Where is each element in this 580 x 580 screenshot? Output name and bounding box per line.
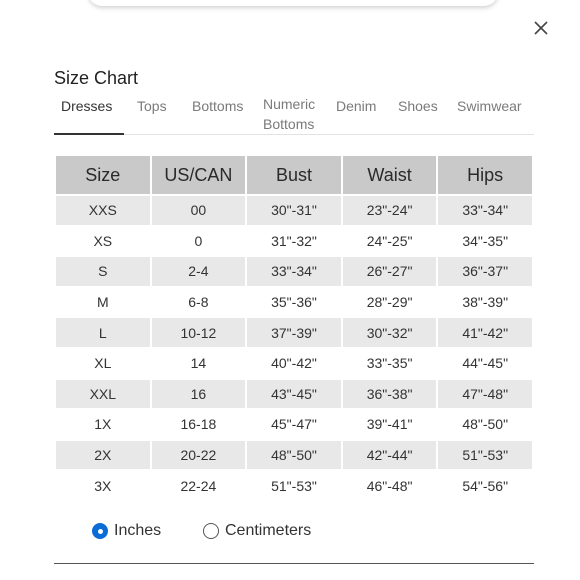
active-tab-underline	[54, 133, 124, 135]
table-row	[56, 441, 532, 470]
tab-swimwear[interactable]: Swimwear	[457, 98, 522, 114]
radio-checked-icon	[92, 523, 108, 539]
cell-us-can: 14	[190, 355, 207, 372]
size-category-tabs	[54, 96, 534, 135]
centimeters-label: Centimeters	[225, 522, 312, 539]
cell-waist: 42"-44"	[343, 441, 437, 470]
cell-waist: 23"-24"	[343, 196, 437, 225]
cell-size: XS	[93, 232, 113, 249]
cell-size: S	[56, 257, 150, 286]
cell-hips: 38"-39"	[462, 294, 509, 311]
tab-bottoms[interactable]: Bottoms	[192, 98, 244, 114]
inches-radio[interactable]	[92, 520, 161, 542]
cell-size: 2X	[56, 441, 150, 470]
bottom-divider	[54, 563, 534, 564]
cell-hips: 44"-45"	[462, 355, 509, 372]
tab-numeric-bottoms[interactable]	[263, 94, 315, 134]
table-row	[56, 410, 532, 439]
table-row	[56, 318, 532, 347]
cell-waist: 33"-35"	[366, 355, 413, 372]
cell-us-can: 20-22	[152, 441, 246, 470]
cell-hips: 48"-50"	[462, 416, 509, 433]
top-panel-edge	[88, 0, 498, 6]
cell-us-can: 0	[194, 232, 203, 249]
table-row	[56, 257, 532, 286]
cell-bust: 45"-47"	[271, 416, 317, 433]
size-chart-table	[54, 154, 534, 502]
table-row	[56, 288, 532, 317]
cell-us-can: 16-18	[180, 416, 217, 433]
centimeters-radio[interactable]	[203, 520, 311, 542]
cell-hips: 36"-37"	[438, 257, 532, 286]
header-waist: Waist	[343, 156, 437, 194]
tab-shoes[interactable]: Shoes	[398, 98, 438, 114]
cell-us-can: 16	[152, 380, 246, 409]
table-row	[56, 196, 532, 225]
cell-hips: 41"-42"	[438, 318, 532, 347]
header-bust: Bust	[247, 156, 341, 194]
cell-bust: 30"-31"	[247, 196, 341, 225]
cell-size: 3X	[94, 477, 112, 494]
cell-hips: 47"-48"	[438, 380, 532, 409]
page-title: Size Chart	[54, 68, 139, 88]
cell-bust: 40"-42"	[271, 355, 317, 372]
tab-denim[interactable]: Denim	[336, 98, 377, 114]
cell-bust: 51"-53"	[271, 477, 317, 494]
cell-size: M	[96, 294, 109, 311]
cell-size: XXS	[56, 196, 150, 225]
cell-size: 1X	[94, 416, 112, 433]
cell-size: XL	[94, 355, 112, 372]
cell-bust: 48"-50"	[247, 441, 341, 470]
cell-waist: 46"-48"	[366, 477, 413, 494]
cell-bust: 35"-36"	[271, 294, 317, 311]
unit-selector	[92, 520, 392, 542]
cell-waist: 30"-32"	[343, 318, 437, 347]
cell-waist: 36"-38"	[343, 380, 437, 409]
cell-bust: 33"-34"	[247, 257, 341, 286]
close-button[interactable]	[531, 18, 551, 38]
tab-numeric-bottoms-line1: Numeric	[263, 96, 316, 112]
cell-us-can: 2-4	[152, 257, 246, 286]
table-row	[56, 349, 532, 378]
tab-numeric-bottoms-line2: Bottoms	[263, 116, 315, 132]
cell-hips: 34"-35"	[462, 232, 509, 249]
inches-label: Inches	[114, 522, 162, 539]
radio-unchecked-icon	[203, 523, 219, 539]
cell-waist: 28"-29"	[366, 294, 413, 311]
cell-us-can: 10-12	[152, 318, 246, 347]
cell-us-can: 22-24	[180, 477, 217, 494]
table-row	[56, 380, 532, 409]
tab-dresses[interactable]: Dresses	[61, 98, 113, 114]
cell-waist: 39"-41"	[366, 416, 413, 433]
table-row	[56, 227, 532, 256]
cell-hips: 51"-53"	[438, 441, 532, 470]
cell-hips: 33"-34"	[438, 196, 532, 225]
cell-bust: 43"-45"	[247, 380, 341, 409]
table-header-row	[56, 156, 532, 194]
cell-bust: 37"-39"	[247, 318, 341, 347]
cell-us-can: 00	[152, 196, 246, 225]
cell-size: XXL	[56, 380, 150, 409]
cell-us-can: 6-8	[188, 294, 209, 311]
header-hips: Hips	[438, 156, 532, 194]
cell-waist: 24"-25"	[366, 232, 413, 249]
header-us-can: US/CAN	[152, 156, 246, 194]
cell-bust: 31"-32"	[271, 232, 317, 249]
tab-tops[interactable]: Tops	[137, 98, 167, 114]
table-row	[56, 471, 532, 500]
header-size: Size	[56, 156, 150, 194]
cell-hips: 54"-56"	[462, 477, 509, 494]
cell-size: L	[56, 318, 150, 347]
cell-waist: 26"-27"	[343, 257, 437, 286]
close-icon	[531, 18, 551, 38]
